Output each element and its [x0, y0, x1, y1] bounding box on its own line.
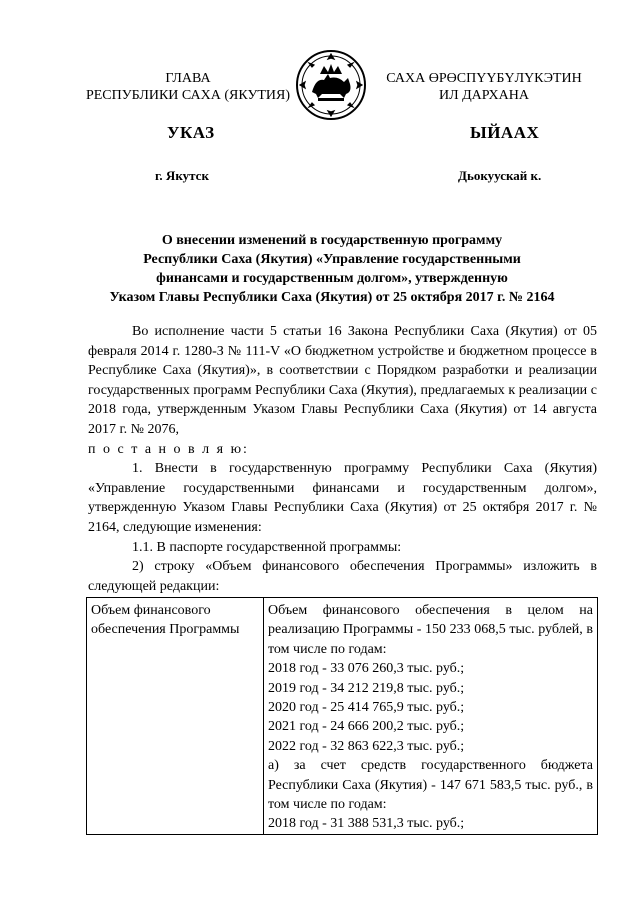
program-passport-table [86, 597, 598, 835]
header-right-line-2: ИЛ ДАРХАНА [438, 88, 529, 103]
paragraph-item-1: 1. Внести в государственную программу Республики Саха (Якутия) «Управление государственными финансами и государственным долгом», утвержденную Указом Главы Республики Саха (Якутия) от 25 октября 2017 г. № 2164, следующие изменения: [88, 461, 597, 535]
decree-title-sah: ЫЙААХ [470, 123, 540, 142]
city-sah: Дьокуускай к. [458, 168, 542, 183]
table-cell-value [264, 598, 598, 835]
value-line: 2019 год - 34 212 219,8 тыс. руб.; [268, 680, 465, 696]
title-line: Указом Главы Республики Саха (Якутия) от 25 октября 2017 г. № 2164 [109, 290, 555, 305]
table-row [87, 598, 598, 835]
header-right-line-1: САХА ӨРӨСПҮҮБҮЛҮКЭТИН [386, 71, 582, 86]
value-line: а) за счет средств государственного бюджета Республики Саха (Якутия) - 147 671 583,5 тыс. руб., в том числе по годам: [268, 758, 593, 813]
city-ru: г. Якутск [155, 168, 209, 183]
value-line: 2021 год - 24 666 200,2 тыс. руб.; [268, 719, 465, 735]
coat-of-arms-icon [294, 48, 368, 122]
header-right [384, 70, 584, 104]
title-line: Республики Саха (Якутия) «Управление государственными [143, 252, 521, 267]
paragraph-item-1-1: 1.1. В паспорте государственной программы: [132, 539, 402, 555]
title-line: финансами и государственным долгом», утвержденную [156, 271, 508, 286]
page-bottom-margin [0, 836, 640, 905]
document-body [88, 322, 597, 596]
document-title [60, 231, 604, 307]
paragraph-resolve: п о с т а н о в л я ю: [88, 441, 249, 457]
value-line: 2018 год - 33 076 260,3 тыс. руб.; [268, 661, 465, 677]
value-line: 2022 год - 32 863 622,3 тыс. руб.; [268, 738, 465, 754]
table-cell-label: Объем финансового обеспечения Программы [87, 598, 264, 835]
paragraph-item-2: 2) строку «Объем финансового обеспечения Программы» изложить в следующей редакции: [88, 559, 597, 594]
value-line: 2018 год - 31 388 531,3 тыс. руб.; [268, 816, 465, 832]
value-line: 2020 год - 25 414 765,9 тыс. руб.; [268, 700, 465, 716]
title-line: О внесении изменений в государственную программу [161, 233, 503, 248]
value-line: Объем финансового обеспечения в целом на реализацию Программы - 150 233 068,5 тыс. рублей, в том числе по годам: [268, 603, 593, 657]
header-left [80, 70, 296, 104]
paragraph-preamble: Во исполнение части 5 статьи 16 Закона Республики Саха (Якутия) от 05 февраля 2014 г. 1280-З № 111-V «О бюджетном устройстве и бюджетном процессе в Республике Саха (Якутия)», в соответствии с Порядком разработки и реализации государственных программ Республики Саха (Якутия), предлагаемых к реализации с 2018 года, утвержденным Указом Главы Республики Саха (Якутия) от 14 августа 2017 г. № 2076, [88, 324, 597, 437]
decree-title-ru: УКАЗ [167, 123, 215, 142]
header-left-line-1: ГЛАВА [165, 71, 211, 86]
header-left-line-2: РЕСПУБЛИКИ САХА (ЯКУТИЯ) [85, 88, 291, 103]
